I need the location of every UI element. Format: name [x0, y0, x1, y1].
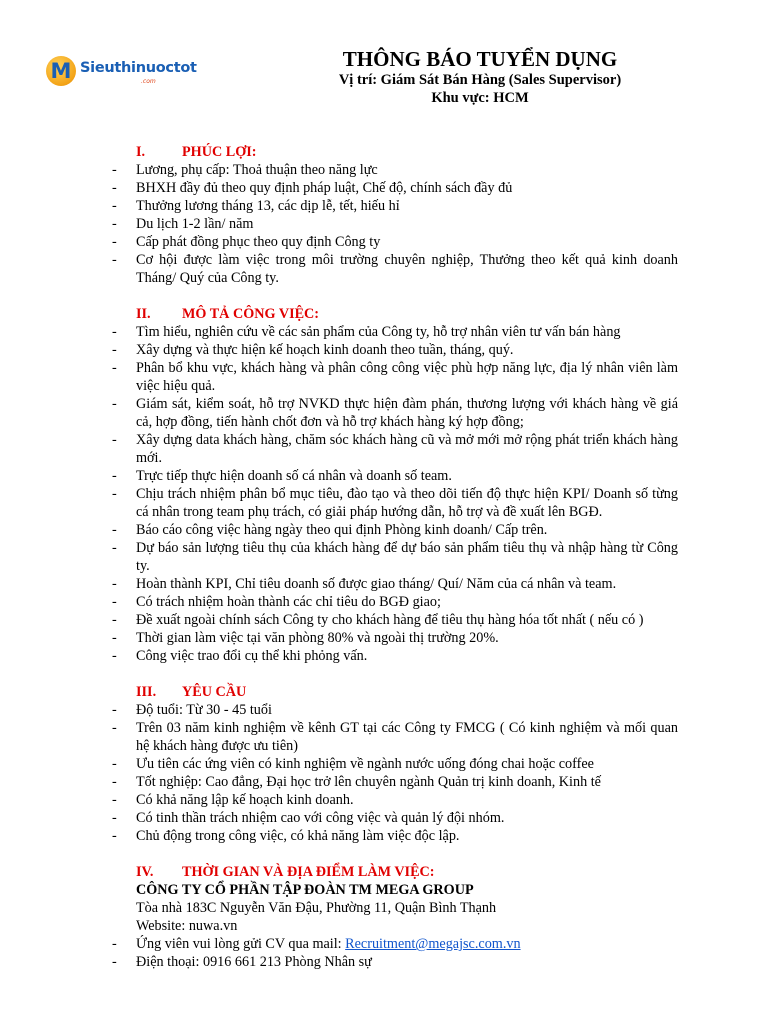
list-item [112, 431, 678, 467]
list-item-text: Tốt nghiệp: Cao đẳng, Đại học trở lên chuyên ngành Quản trị kinh doanh, Kinh tế [136, 774, 601, 790]
bullet-dash: - [112, 612, 117, 628]
list-item [112, 953, 678, 971]
list-item [112, 809, 678, 827]
bullet-dash: - [112, 360, 117, 376]
list-item [112, 197, 678, 215]
section-gap [112, 845, 678, 863]
section-title: YÊU CẦU [182, 684, 247, 700]
list-item-text: Đề xuất ngoài chính sách Công ty cho khách hàng để tiêu thụ hàng hóa tốt nhất ( nếu có ) [136, 612, 644, 628]
bullet-dash: - [112, 540, 117, 556]
bullet-dash: - [112, 522, 117, 538]
bullet-dash: - [112, 810, 117, 826]
list-item-text: Có khả năng lập kế hoạch kinh doanh. [136, 792, 354, 808]
list-item-text: Tìm hiểu, nghiên cứu về các sản phẩm của Công ty, hỗ trợ nhân viên tư vấn bán hàng [136, 324, 621, 340]
list-item [112, 359, 678, 395]
section-title: PHÚC LỢI: [182, 144, 257, 160]
list-item [112, 575, 678, 593]
bullet-dash: - [112, 324, 117, 340]
bullet-dash: - [112, 792, 117, 808]
list-item-text: Du lịch 1-2 lần/ năm [136, 216, 254, 232]
list-item [112, 701, 678, 719]
list-item [112, 161, 678, 179]
bullet-dash: - [112, 216, 117, 232]
list-item-text: Dự báo sản lượng tiêu thụ của khách hàng để dự báo sản phẩm tiêu thụ và nhập hàng từ Công ty. [136, 540, 678, 574]
bullet-dash: - [112, 252, 117, 268]
section-number: III. [136, 684, 157, 700]
list-item [112, 485, 678, 521]
bullet-dash: - [112, 648, 117, 664]
list-item-text: Lương, phụ cấp: Thoả thuận theo năng lực [136, 162, 378, 178]
bullet-dash: - [112, 936, 117, 952]
list-item [112, 647, 678, 665]
section-title: MÔ TẢ CÔNG VIỆC: [182, 306, 320, 322]
list-item [112, 827, 678, 845]
bullet-dash: - [112, 702, 117, 718]
list-item [112, 755, 678, 773]
list-item-text: BHXH đầy đủ theo quy định pháp luật, Chế độ, chính sách đầy đủ [136, 180, 513, 196]
list-item [112, 233, 678, 251]
bullet-dash: - [112, 486, 117, 502]
list-item [112, 467, 678, 485]
section-heading [112, 305, 678, 323]
list-item [112, 611, 678, 629]
section-number: II. [136, 306, 151, 322]
list-item [112, 215, 678, 233]
list-item [112, 251, 678, 287]
list-item-text: Xây dựng và thực hiện kế hoạch kinh doanh theo tuần, tháng, quý. [136, 342, 514, 358]
list-item [112, 791, 678, 809]
bullet-dash: - [112, 468, 117, 484]
logo-subtext: .com [141, 78, 156, 85]
bullet-dash: - [112, 234, 117, 250]
list-item [112, 935, 678, 953]
section-heading [112, 863, 678, 881]
list-item-text: Có tinh thần trách nhiệm cao với công việc và quản lý đội nhóm. [136, 810, 505, 826]
bullet-dash: - [112, 774, 117, 790]
list-item-text: Trực tiếp thực hiện doanh số cá nhân và doanh số team. [136, 468, 452, 484]
bullet-dash: - [112, 828, 117, 844]
list-item [112, 719, 678, 755]
section-gap [112, 665, 678, 683]
list-item-text: Thưởng lương tháng 13, các dịp lễ, tết, hiếu hỉ [136, 198, 400, 214]
section-heading [112, 143, 678, 161]
section-number: IV. [136, 864, 154, 880]
list-item-text: Có trách nhiệm hoàn thành các chỉ tiêu do BGĐ giao; [136, 594, 441, 610]
list-item-text: Công việc trao đổi cụ thể khi phỏng vấn. [136, 648, 368, 664]
bullet-dash: - [112, 756, 117, 772]
list-item-text: Báo cáo công việc hàng ngày theo qui định Phòng kinh doanh/ Cấp trên. [136, 522, 548, 538]
list-item [112, 323, 678, 341]
bullet-dash: - [112, 594, 117, 610]
bullet-dash: - [112, 198, 117, 214]
bullet-dash: - [112, 630, 117, 646]
list-item-text: Thời gian làm việc tại văn phòng 80% và ngoài thị trường 20%. [136, 630, 499, 646]
bullet-dash: - [112, 180, 117, 196]
bullet-dash: - [112, 342, 117, 358]
list-item-text: Phân bổ khu vực, khách hàng và phân công công việc phù hợp năng lực, địa lý nhân viên làm việc hiệu quả. [136, 360, 678, 394]
section-gap [112, 287, 678, 305]
logo-m-icon: M [50, 59, 72, 83]
list-item [112, 179, 678, 197]
list-item-text: Độ tuổi: Từ 30 - 45 tuổi [136, 702, 272, 718]
cv-instruction: Ứng viên vui lòng gửi CV qua mail: [136, 936, 346, 952]
list-item-text: Xây dựng data khách hàng, chăm sóc khách hàng cũ và mở mới mở rộng phát triển khách hàng mới. [136, 432, 678, 466]
list-item-text: Trên 03 năm kinh nghiệm về kênh GT tại các Công ty FMCG ( Có kinh nghiệm và mối quan hệ khách hàng được ưu tiên) [136, 720, 678, 754]
list-item [112, 521, 678, 539]
list-item [112, 593, 678, 611]
bullet-dash: - [112, 162, 117, 178]
position-line: Vị trí: Giám Sát Bán Hàng (Sales Supervisor) [338, 72, 622, 88]
bullet-dash: - [112, 720, 117, 736]
bullet-dash: - [112, 954, 117, 970]
list-item-text: Hoàn thành KPI, Chỉ tiêu doanh số được giao tháng/ Quí/ Năm của cá nhân và team. [136, 576, 617, 592]
phone-line: Điện thoại: 0916 661 213 Phòng Nhân sự [136, 954, 372, 970]
page-title: THÔNG BÁO TUYỂN DỤNG [342, 47, 618, 71]
list-item-text: Cấp phát đồng phục theo quy định Công ty [136, 234, 381, 250]
bullet-dash: - [112, 432, 117, 448]
section-number: I. [136, 144, 146, 160]
logo-text: Sieuthinuoctot [80, 60, 197, 76]
list-item-text: Giám sát, kiểm soát, hỗ trợ NVKD thực hiện đàm phán, thương lượng với khách hàng về giá cả, hợp đồng, tiến hành chốt đơn và hỗ trợ khách hàng ký hợp đồng; [136, 396, 678, 430]
section-title: THỜI GIAN VÀ ĐỊA ĐIỂM LÀM VIỆC: [182, 864, 435, 880]
list-item [112, 395, 678, 431]
list-item [112, 539, 678, 575]
list-item-text: Chịu trách nhiệm phân bổ mục tiêu, đào tạo và theo dõi tiến độ thực hiện KPI/ Doanh số từng cá nhân trong team phụ trách, có giải pháp hướng dẫn, hỗ trợ và đề xuất lên BGĐ. [136, 486, 678, 520]
list-item [112, 773, 678, 791]
email-link[interactable]: Recruitment@megajsc.com.vn [345, 936, 521, 952]
bullet-dash: - [112, 396, 117, 412]
list-item [112, 341, 678, 359]
section-heading [112, 683, 678, 701]
list-item-text: Ưu tiên các ứng viên có kinh nghiệm về ngành nước uống đóng chai hoặc coffee [136, 756, 594, 772]
company-name: CÔNG TY CỔ PHẦN TẬP ĐOÀN TM MEGA GROUP [136, 882, 474, 898]
list-item [112, 629, 678, 647]
company-website: Website: nuwa.vn [136, 918, 238, 934]
bullet-dash: - [112, 576, 117, 592]
area-line: Khu vực: HCM [431, 90, 529, 106]
company-address: Tòa nhà 183C Nguyễn Văn Đậu, Phường 11, Quận Bình Thạnh [136, 900, 497, 916]
list-item-text: Cơ hội được làm việc trong môi trường chuyên nghiệp, Thưởng theo kết quả kinh doanh Tháng/ Quý của Công ty. [136, 252, 678, 286]
document-body [112, 143, 678, 971]
logo [46, 53, 196, 91]
list-item-text: Chủ động trong công việc, có khả năng làm việc độc lập. [136, 828, 460, 844]
